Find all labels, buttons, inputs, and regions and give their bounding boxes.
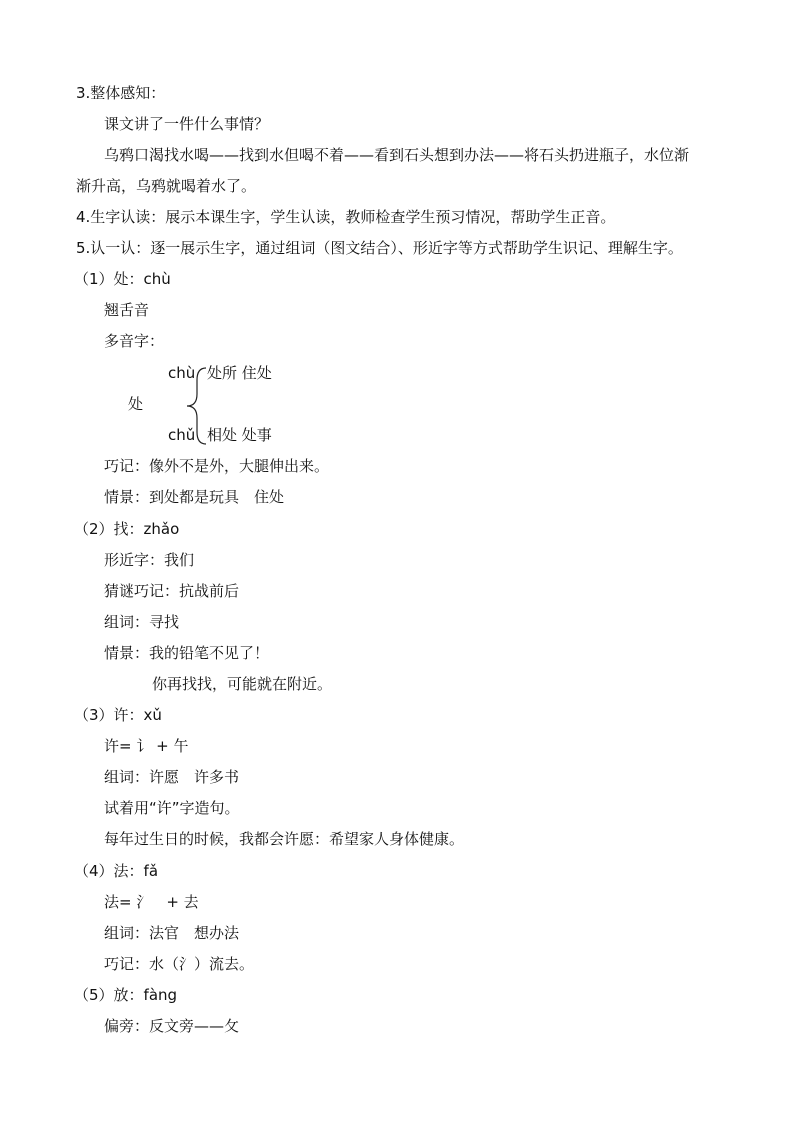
retroflex-note: 翘舌音 [104,301,150,319]
story-summary-line-1: 乌鸦口渴找水喝——找到水但喝不着——看到石头想到办法——将石头扔进瓶子，水位渐 [104,146,690,164]
polyphone-upper-pinyin: chù [168,364,196,382]
char-3-words: 组词：许愿 许多书 [104,768,240,786]
char-1-mnemonic: 巧记：像外不是外，大腿伸出来。 [104,457,330,475]
char-3-sentence-example: 每年过生日的时候，我都会许愿：希望家人身体健康。 [104,830,465,848]
char-3-sentence-prompt: 试着用“许”字造句。 [104,799,240,817]
section-character-reading: 4.生字认读：展示本课生字，学生认读，教师检查学生预习情况，帮助学生正音。 [76,208,616,226]
char-2-heading: （2）找：zhǎo [74,520,180,538]
polyphone-label: 多音字： [104,332,165,350]
char-4-heading: （4）法：fǎ [74,862,159,880]
char-4-mnemonic: 巧记：水（氵）流去。 [104,955,255,973]
polyphone-lower-words: 相处 处事 [207,426,272,444]
section-overall-perception: 3.整体感知： [76,84,166,102]
char-2-scenario: 情景：我的铅笔不见了！ [104,644,270,662]
polyphone-upper-words: 处所 住处 [207,364,272,382]
polyphone-lower-pinyin: chǔ [168,426,196,444]
char-1-scenario: 情景：到处都是玩具 住处 [104,488,285,506]
char-5-heading: （5）放：fàng [74,986,178,1004]
question-text: 课文讲了一件什么事情？ [104,115,270,133]
char-2-riddle: 猜谜巧记：抗战前后 [104,582,240,600]
story-summary-line-2: 渐升高，乌鸦就喝着水了。 [76,177,257,195]
polyphone-char: 处 [128,395,144,413]
char-5-radical: 偏旁：反文旁——攵 [104,1017,240,1035]
char-2-scenario-reply: 你再找找，可能就在附近。 [152,675,333,693]
char-1-heading: （1）处：chù [74,270,171,288]
char-4-structure: 法= 氵 + 去 [104,893,199,911]
char-3-heading: （3）许：xǔ [74,706,162,724]
char-4-words: 组词：法官 想办法 [104,924,240,942]
char-2-similar: 形近字：我们 [104,551,195,569]
char-3-structure: 许= 讠 + 午 [104,737,189,755]
section-recognize: 5.认一认：逐一展示生字，通过组词（图文结合）、形近字等方式帮助学生识记、理解生字。 [76,239,683,257]
char-2-words: 组词：寻找 [104,613,180,631]
